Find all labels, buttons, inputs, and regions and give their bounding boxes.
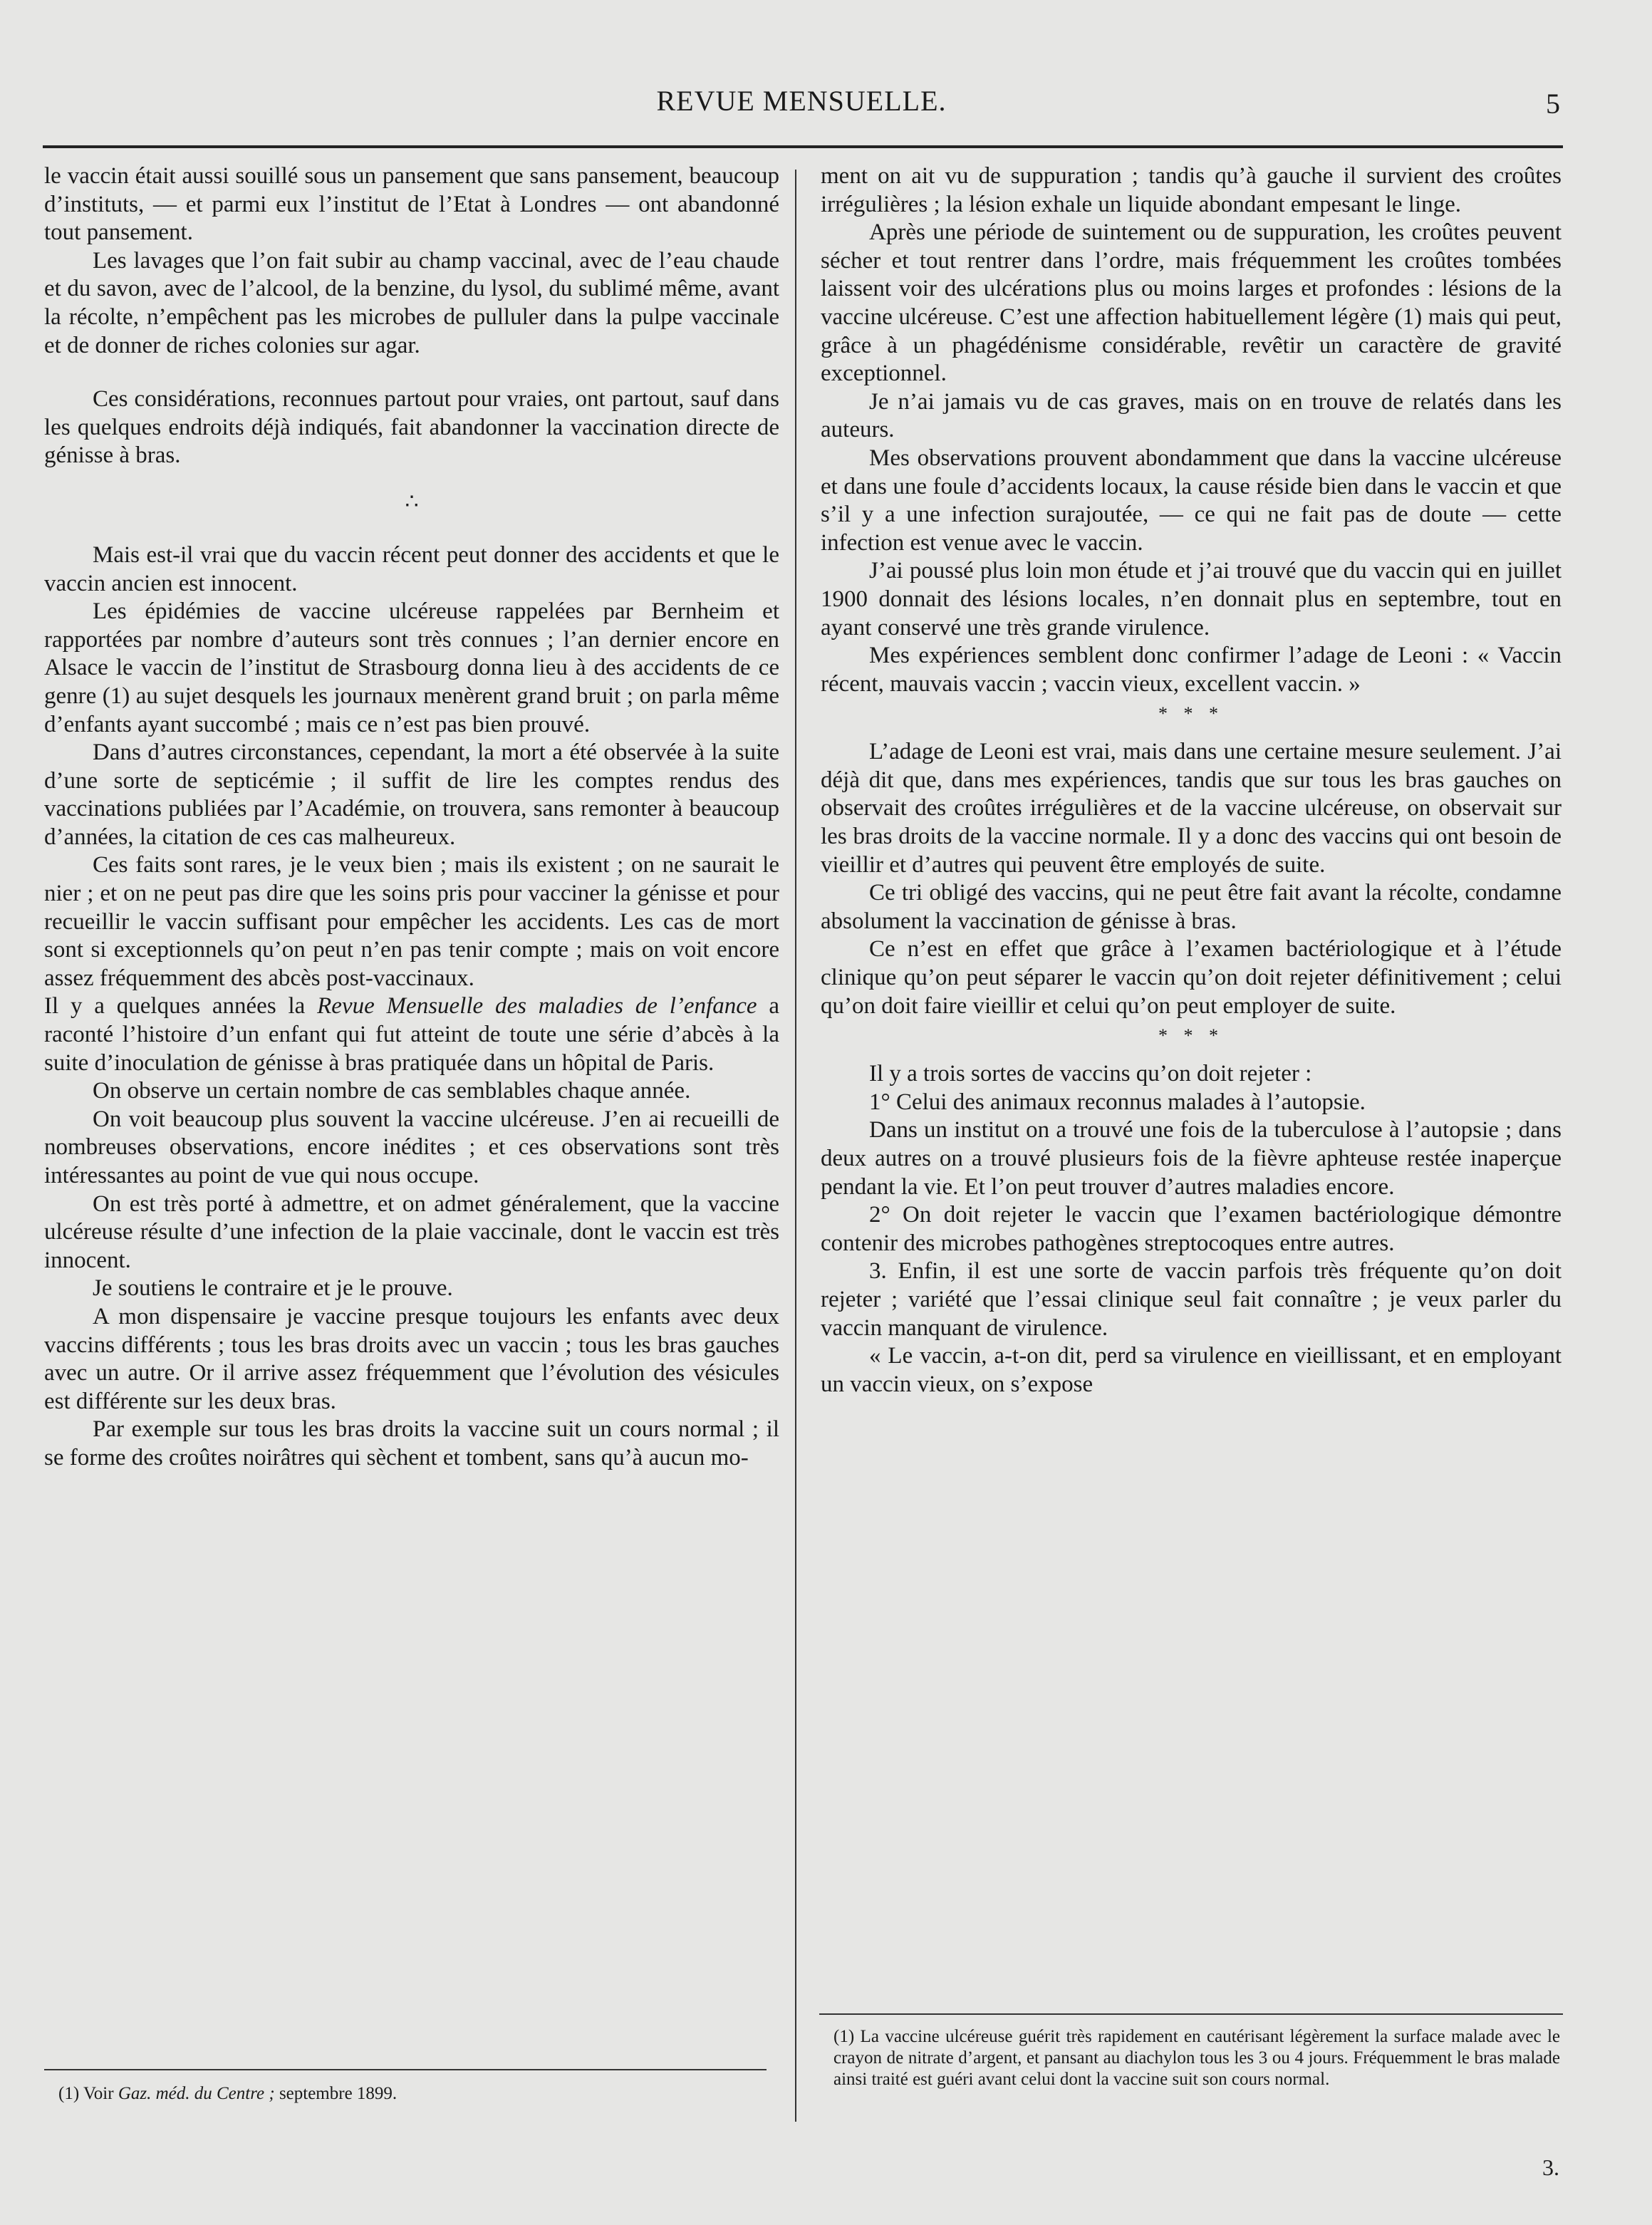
paragraph — [44, 992, 779, 1077]
text-run: a raconté l’histoire d’un enfant qui fut atteint de toute une série d’abcès à la suite d’inoculation de génisse à bras pratiquée dans un hôpital de Paris. — [44, 993, 779, 1076]
paragraph: A mon dispensaire je vaccine presque toujours les enfants avec deux vaccins différents ; tous les bras droits avec un vaccin ; tous les bras gauches avec un autre. Or il arrive assez fréquemment que l’évolution des vésicules est différente sur les deux bras. — [44, 1303, 779, 1414]
paragraph: « Le vaccin, a-t-on dit, perd sa virulence en vieillissant, et en employant un vaccin vieux, on s’expose — [821, 1343, 1562, 1397]
paragraph: Il y a trois sortes de vaccins qu’on doit rejeter : — [869, 1061, 1312, 1087]
paragraph: le vaccin était aussi souillé sous un pansement que sans pansement, beaucoup d’instituts, — et parmi eux l’institut de l’Etat à Londres — ont abandonné tout pansement. — [44, 163, 779, 246]
paragraph: Ce n’est en effet que grâce à l’examen bactériologique et à l’étude clinique qu’on peut séparer le vaccin qu’on doit rejeter définitivement ; celui qu’on doit faire vieillir et celui qu’on peut employer de suite. — [821, 936, 1562, 1019]
journal-reference: Gaz. méd. du Centre ; — [118, 2084, 275, 2103]
section-separator: * * * — [1158, 1025, 1224, 1047]
paragraph: Dans d’autres circonstances, cependant, la mort a été observée à la suite d’une sorte de septicémie ; il suffit de lire les comptes rendus des vaccinations publiées par l’Académie, on trouvera, sans remonter à beaucoup d’années, la citation de ces cas malheureux. — [44, 740, 779, 850]
section-separator: ∴ — [405, 489, 419, 514]
paragraph: 1° Celui des animaux reconnus malades à l’autopsie. — [869, 1089, 1366, 1115]
running-header — [43, 84, 1560, 134]
right-column — [821, 162, 1562, 1399]
footnote: (1) La vaccine ulcéreuse guérit très rapidement en cautérisant légèrement la surface malade avec le crayon de nitrate d’argent, et pansant au diachylon tous les 3 ou 4 jours. Fréquemment le bras malade ainsi traité est guéri avant celui dont la vaccine suit son cours normal. — [833, 2027, 1560, 2089]
paragraph: Mes expériences semblent donc confirmer l’adage de Leoni : « Vaccin récent, mauvais vaccin ; vaccin vieux, excellent vaccin. » — [821, 643, 1562, 697]
paragraph: On observe un certain nombre de cas semblables chaque année. — [93, 1078, 691, 1104]
paragraph: ment on ait vu de suppuration ; tandis qu’à gauche il survient des croûtes irrégulières ; la lésion exhale un liquide abondant empesant le linge. — [821, 163, 1562, 217]
paragraph: Ces considérations, reconnues partout pour vraies, ont partout, sauf dans les quelques endroits déjà indiqués, fait abandonner la vaccination directe de génisse à bras. — [44, 386, 779, 469]
text-run: septembre 1899. — [274, 2084, 398, 2103]
paragraph: Par exemple sur tous les bras droits la vaccine suit un cours normal ; il se forme des croûtes noirâtres qui sèchent et tombent, sans qu’à aucun mo- — [44, 1416, 779, 1471]
paragraph: Je n’ai jamais vu de cas graves, mais on en trouve de relatés dans les auteurs. — [821, 388, 1562, 443]
footnote-rule — [819, 2013, 1563, 2015]
left-column — [44, 162, 779, 1473]
text-run: Il y a quelques années la — [44, 993, 318, 1020]
column-divider — [795, 170, 796, 2122]
signature-mark: 3. — [1542, 2154, 1559, 2180]
paragraph: 2° On doit rejeter le vaccin que l’examen bactériologique démontre contenir des microbes pathogènes streptocoques entre autres. — [821, 1202, 1562, 1256]
paragraph: Dans un institut on a trouvé une fois de la tuberculose à l’autopsie ; dans deux autres on a trouvé plusieurs fois de la fièvre aphteuse restée inaperçue pendant la vie. Et l’on peut trouver d’autres maladies encore. — [821, 1117, 1562, 1200]
paragraph: Mes observations prouvent abondamment que dans la vaccine ulcéreuse et dans une foule d’accidents locaux, la cause réside bien dans le vaccin et que s’il y a une infection surajoutée, — ce qui ne fait pas de doute — cette infection est venue avec le vaccin. — [821, 445, 1562, 556]
paragraph: On voit beaucoup plus souvent la vaccine ulcéreuse. J’en ai recueilli de nombreuses observations, encore inédites ; et ces observations sont très intéressantes au point de vue qui nous occupe. — [44, 1106, 779, 1188]
paragraph: Après une période de suintement ou de suppuration, les croûtes peuvent sécher et tout rentrer dans l’ordre, mais fréquemment les croûtes tombées laissent voir des ulcérations plus ou moins larges et profondes : lésions de la vaccine ulcéreuse. C’est une affection habituellement légère (1) mais qui peut, grâce à un phagédénisme considérable, revêtir un caractère de gravité exceptionnel. — [821, 219, 1562, 387]
paragraph: Ces faits sont rares, je le veux bien ; mais ils existent ; on ne saurait le nier ; et on ne peut pas dire que les soins pris pour vacciner la génisse et pour recueillir le vaccin suffisant pour empêcher les accidents. Les cas de mort sont si exceptionnels qu’on peut n’en pas tenir compte ; mais on voit encore assez fréquemment des abcès post-vaccinaux. — [44, 852, 779, 991]
paragraph: Ce tri obligé des vaccins, qui ne peut être fait avant la récolte, condamne absolument la vaccination de génisse à bras. — [821, 880, 1562, 934]
text-run: (1) Voir — [58, 2084, 118, 2103]
page-number: 5 — [1546, 88, 1560, 120]
paragraph: 3. Enfin, il est une sorte de vaccin parfois très fréquente qu’on doit rejeter ; variété que l’essai clinique seul fait connaître ; je veux parler du vaccin manquant de virulence. — [821, 1258, 1562, 1341]
paragraph: On est très porté à admettre, et on admet généralement, que la vaccine ulcéreuse résulte d’une infection de la plaie vaccinale, dont le vaccin est très innocent. — [44, 1191, 779, 1273]
paragraph: Les lavages que l’on fait subir au champ vaccinal, avec de l’eau chaude et du savon, avec de l’alcool, de la benzine, du lysol, du sublimé même, avant la récolte, n’empêchent pas les microbes de pulluler dans la pulpe vaccinale et de donner de riches colonies sur agar. — [44, 247, 779, 358]
section-separator: * * * — [1158, 703, 1224, 725]
paragraph: Mais est-il vrai que du vaccin récent peut donner des accidents et que le vaccin ancien est innocent. — [44, 541, 779, 596]
paragraph: Les épidémies de vaccine ulcéreuse rappelées par Bernheim et rapportées par nombre d’auteurs sont très connues ; l’an dernier encore en Alsace le vaccin de l’institut de Strasbourg donna lieu à des accidents de ce genre (1) au sujet desquels les journaux menèrent grand bruit ; on parla même d’enfants ayant succombé ; mais ce n’est pas bien prouvé. — [44, 598, 779, 737]
footnote-rule — [44, 2069, 767, 2070]
paragraph: L’adage de Leoni est vrai, mais dans une certaine mesure seulement. J’ai déjà dit que, dans mes expériences, tandis que sur tous les bras gauches on observait des croûtes irrégulières et de la vaccine ulcéreuse, on observait sur les bras droits de la vaccine normale. Il y a donc des vaccins qui ont besoin de vieillir et d’autres qui peuvent être employés de suite. — [821, 739, 1562, 878]
journal-title: REVUE MENSUELLE. — [656, 85, 947, 117]
paragraph: J’ai poussé plus loin mon étude et j’ai trouvé que du vaccin qui en juillet 1900 donnait des lésions locales, n’en donnait plus en septembre, tout en ayant conservé une très grande virulence. — [821, 558, 1562, 640]
paragraph: Je soutiens le contraire et je le prouve. — [93, 1275, 453, 1302]
journal-reference: Revue Mensuelle des maladies de l’enfance — [317, 993, 757, 1020]
footnote — [58, 2083, 771, 2105]
header-rule — [43, 145, 1563, 148]
